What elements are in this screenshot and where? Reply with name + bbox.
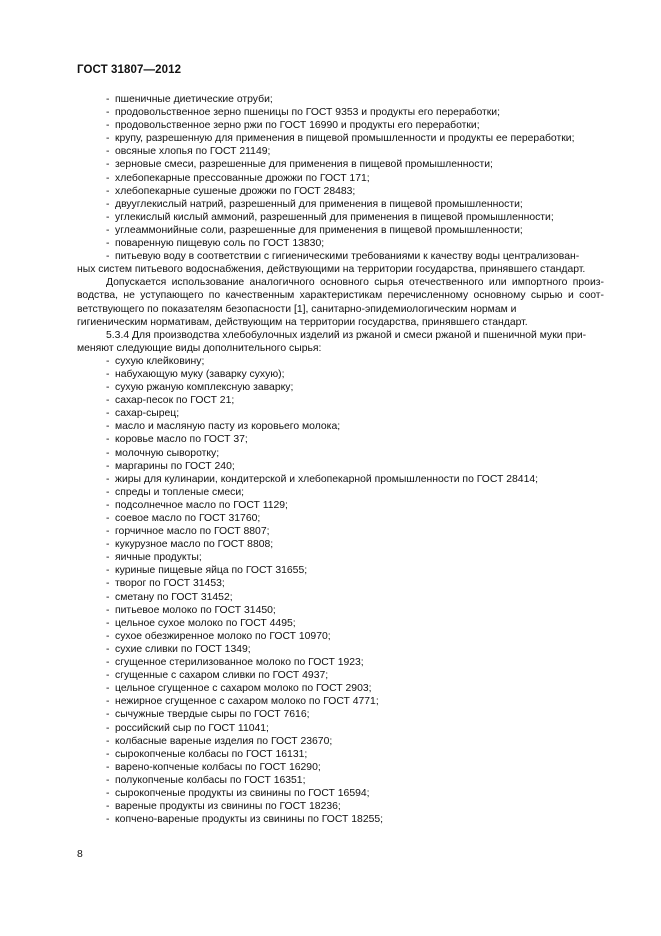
list-item-text: соевое масло по ГОСТ 31760;: [115, 513, 261, 524]
list-item-text: полукопченые колбасы по ГОСТ 16351;: [115, 774, 306, 786]
list-item: [77, 656, 604, 669]
list-dash: -: [106, 617, 110, 629]
list-dash: -: [106, 198, 110, 210]
water-item-line2: ных систем питьевого водоснабжения, действующими на территории государства, принявшего стандарт.: [77, 264, 586, 276]
list-item-text: вареные продукты из свинины по ГОСТ 18236;: [115, 801, 341, 813]
paragraph-5-3-4-last-line: меняют следующие виды дополнительного сырья:: [77, 342, 322, 354]
list-dash: -: [106, 670, 110, 682]
list-dash: -: [106, 696, 110, 708]
list-item: [77, 447, 604, 460]
list-dash: -: [106, 395, 110, 407]
list-item-text: цельное сгущенное с сахаром молоко по ГОСТ 2903;: [115, 683, 372, 695]
list-dash: -: [106, 211, 110, 223]
paragraph-analog-text: Допускается использование аналогичного основного сырья отечественного или импортного произ- водства, не уступающего по качественным характеристикам перечисленному основному сырью и соот- ветствующего по показателям безопасности [1], санитарно-эпидемиологическим нормам и: [77, 277, 604, 315]
list-dash: -: [106, 513, 110, 524]
list-dash: -: [106, 761, 110, 773]
list-dash: -: [106, 460, 110, 472]
list-item-text: масло и масляную пасту из коровьего молока;: [115, 421, 341, 433]
list-dash: -: [106, 526, 110, 538]
list-item-text: питьевое молоко по ГОСТ 31450;: [115, 604, 276, 616]
list-item-text: овсяные хлопья по ГОСТ 21149;: [115, 146, 271, 158]
list-dash: -: [106, 224, 110, 236]
list-item-text: сухую ржаную комплексную заварку;: [115, 382, 294, 394]
list-item: [77, 394, 604, 407]
paragraph-analog-last-line: гигиеническим нормативам, действующим на территории государства, принявшего стандарт.: [77, 316, 528, 328]
list-item: [77, 682, 604, 695]
list-item: [77, 224, 604, 237]
list-item: [77, 172, 604, 185]
list-item-text: поваренную пищевую соль по ГОСТ 13830;: [115, 238, 325, 250]
list-dash: -: [106, 486, 110, 498]
list-item: [77, 577, 604, 590]
list-dash: -: [106, 709, 110, 721]
paragraph-analog-raw-materials: [77, 276, 604, 328]
list-dash: -: [106, 604, 110, 616]
list-item: [77, 460, 604, 473]
list-item: [77, 407, 604, 420]
list-dash: -: [106, 120, 110, 132]
list-item: [77, 473, 604, 486]
list-item: [77, 486, 604, 499]
list-dash: -: [106, 552, 110, 564]
list-item: [77, 617, 604, 630]
list-item-text: сгущенное стерилизованное молоко по ГОСТ 1923;: [115, 657, 364, 669]
list-item: [77, 604, 604, 617]
list-item-text: сырокопченые колбасы по ГОСТ 16131;: [115, 748, 308, 760]
list-dash: -: [106, 421, 110, 433]
list-dash: -: [106, 499, 110, 511]
list-dash: -: [106, 578, 110, 590]
list-dash: -: [106, 159, 110, 171]
list-item: [77, 800, 604, 813]
list-item: [77, 708, 604, 721]
list-item-text: молочную сыворотку;: [115, 447, 220, 459]
list-item: [77, 93, 604, 106]
list-dash: -: [106, 787, 110, 799]
list-dash: -: [106, 814, 110, 826]
list-item-text: цельное сухое молоко по ГОСТ 4495;: [115, 617, 296, 629]
list-item: [77, 669, 604, 682]
list-item-text: сычужные твердые сыры по ГОСТ 7616;: [115, 709, 310, 721]
list-item-text: подсолнечное масло по ГОСТ 1129;: [115, 499, 288, 511]
list-dash: -: [106, 382, 110, 394]
list-item-text: горчичное масло по ГОСТ 8807;: [115, 526, 270, 538]
list-item: [77, 433, 604, 446]
list-item: [77, 722, 604, 735]
list-item: [77, 106, 604, 119]
list-item: [77, 630, 604, 643]
list-item-text: варено-копченые колбасы по ГОСТ 16290;: [115, 761, 321, 773]
list-item: [77, 774, 604, 787]
list-dash: -: [106, 748, 110, 760]
list-dash: -: [106, 107, 110, 119]
list-item-text: российский сыр по ГОСТ 11041;: [115, 722, 269, 734]
list-dash: -: [106, 630, 110, 642]
list-item: [77, 499, 604, 512]
list-dash: -: [106, 434, 110, 446]
list-item-text: сметану по ГОСТ 31452;: [115, 591, 233, 603]
list-item: [77, 525, 604, 538]
list-item: [77, 355, 604, 368]
list-item-text: хлебопекарные прессованные дрожжи по ГОСТ 171;: [115, 172, 370, 184]
list-item: [77, 748, 604, 761]
list-dash: -: [106, 408, 110, 420]
list-item-text: яичные продукты;: [115, 552, 202, 564]
list-item-text: сухие сливки по ГОСТ 1349;: [115, 643, 251, 655]
list-item-text: нежирное сгущенное с сахаром молоко по ГОСТ 4771;: [115, 696, 379, 708]
list-item-text: коровье масло по ГОСТ 37;: [115, 434, 248, 446]
list-item-text: сухую клейковину;: [115, 355, 205, 367]
list-item: [77, 787, 604, 800]
list-dash: -: [106, 251, 110, 263]
list-item-text: маргарины по ГОСТ 240;: [115, 460, 235, 472]
list-item: [77, 381, 604, 394]
list-item-text: сгущенные с сахаром сливки по ГОСТ 4937;: [115, 670, 329, 682]
list-item-text: сахар-сырец;: [115, 408, 180, 420]
list-dash: -: [106, 368, 110, 380]
list-dash: -: [106, 447, 110, 459]
list-item: [77, 420, 604, 433]
list-dash: -: [106, 185, 110, 197]
list-item-text: сырокопченые продукты из свинины по ГОСТ 16594;: [115, 787, 370, 799]
list-item-text: сахар-песок по ГОСТ 21;: [115, 395, 235, 407]
list-item-text: двууглекислый натрий, разрешенный для применения в пищевой промышленности;: [115, 198, 523, 210]
list-dash: -: [106, 146, 110, 158]
page-number: 8: [77, 849, 83, 860]
list-item-text: спреды и топленые смеси;: [115, 486, 245, 498]
list-item: [77, 198, 604, 211]
list-item: [77, 211, 604, 224]
list-item-text: пшеничные диетические отруби;: [115, 94, 273, 105]
list-dash: -: [106, 801, 110, 813]
page-body: [77, 93, 604, 826]
list-dash: -: [106, 643, 110, 655]
list-dash: -: [106, 591, 110, 603]
list-item: [77, 132, 604, 145]
list-item: [77, 564, 604, 577]
list-item: [77, 695, 604, 708]
list-item-text: куриные пищевые яйца по ГОСТ 31655;: [115, 565, 308, 577]
list-dash: -: [106, 539, 110, 551]
list-dash: -: [106, 238, 110, 250]
list-item-text: копчено-вареные продукты из свинины по ГОСТ 18255;: [115, 814, 384, 826]
list-item-text: крупу, разрешенную для применения в пищевой промышленности и продукты ее переработки;: [115, 133, 575, 145]
list-dash: -: [106, 133, 110, 145]
list-dash: -: [106, 722, 110, 734]
list-item-text: жиры для кулинарии, кондитерской и хлебопекарной промышленности по ГОСТ 28414;: [115, 473, 539, 485]
list-item: [77, 119, 604, 132]
list-item-water: [77, 250, 604, 276]
list-dash: -: [106, 473, 110, 485]
list-item-text: продовольственное зерно ржи по ГОСТ 16990 и продукты его переработки;: [115, 120, 480, 132]
list-item-text: углекислый кислый аммоний, разрешенный для применения в пищевой промышленности;: [115, 211, 554, 223]
list-dash: -: [106, 355, 110, 367]
list-dash: -: [106, 774, 110, 786]
document-header: ГОСТ 31807—2012: [77, 64, 182, 76]
list-item: [77, 735, 604, 748]
list-item-text: кукурузное масло по ГОСТ 8808;: [115, 539, 274, 551]
list-item: [77, 368, 604, 381]
list-item: [77, 551, 604, 564]
list-item-text: хлебопекарные сушеные дрожжи по ГОСТ 28483;: [115, 185, 356, 197]
additional-raw-materials-list: [77, 355, 604, 826]
list-item: [77, 761, 604, 774]
list-item: [77, 237, 604, 250]
list-dash: -: [106, 94, 110, 105]
paragraph-5-3-4-text: 5.3.4 Для производства хлебобулочных изделий из ржаной и смеси ржаной и пшеничной муки при-: [106, 329, 587, 341]
paragraph-5-3-4: [77, 329, 604, 355]
raw-materials-list: [77, 93, 604, 250]
list-item-text: сухое обезжиренное молоко по ГОСТ 10970;: [115, 630, 331, 642]
list-item-text: творог по ГОСТ 31453;: [115, 578, 225, 590]
list-item: [77, 158, 604, 171]
list-item: [77, 185, 604, 198]
list-item: [77, 591, 604, 604]
list-item-text: зерновые смеси, разрешенные для применения в пищевой промышленности;: [115, 159, 493, 171]
water-item-line1: питьевую воду в соответствии с гигиеническими требованиями к качеству воды централизован-: [115, 251, 580, 263]
list-item-text: углеаммонийные соли, разрешенные для применения в пищевой промышленности;: [115, 224, 523, 236]
list-item: [77, 538, 604, 551]
list-dash: -: [106, 172, 110, 184]
list-item: [77, 512, 604, 525]
list-item: [77, 813, 604, 826]
list-dash: -: [106, 683, 110, 695]
list-item-text: продовольственное зерно пшеницы по ГОСТ 9353 и продукты его переработки;: [115, 107, 500, 119]
list-dash: -: [106, 657, 110, 669]
list-dash: -: [106, 565, 110, 577]
list-item-text: набухающую муку (заварку сухую);: [115, 368, 285, 380]
list-item: [77, 145, 604, 158]
list-item: [77, 643, 604, 656]
list-item-text: колбасные вареные изделия по ГОСТ 23670;: [115, 735, 333, 747]
list-dash: -: [106, 735, 110, 747]
